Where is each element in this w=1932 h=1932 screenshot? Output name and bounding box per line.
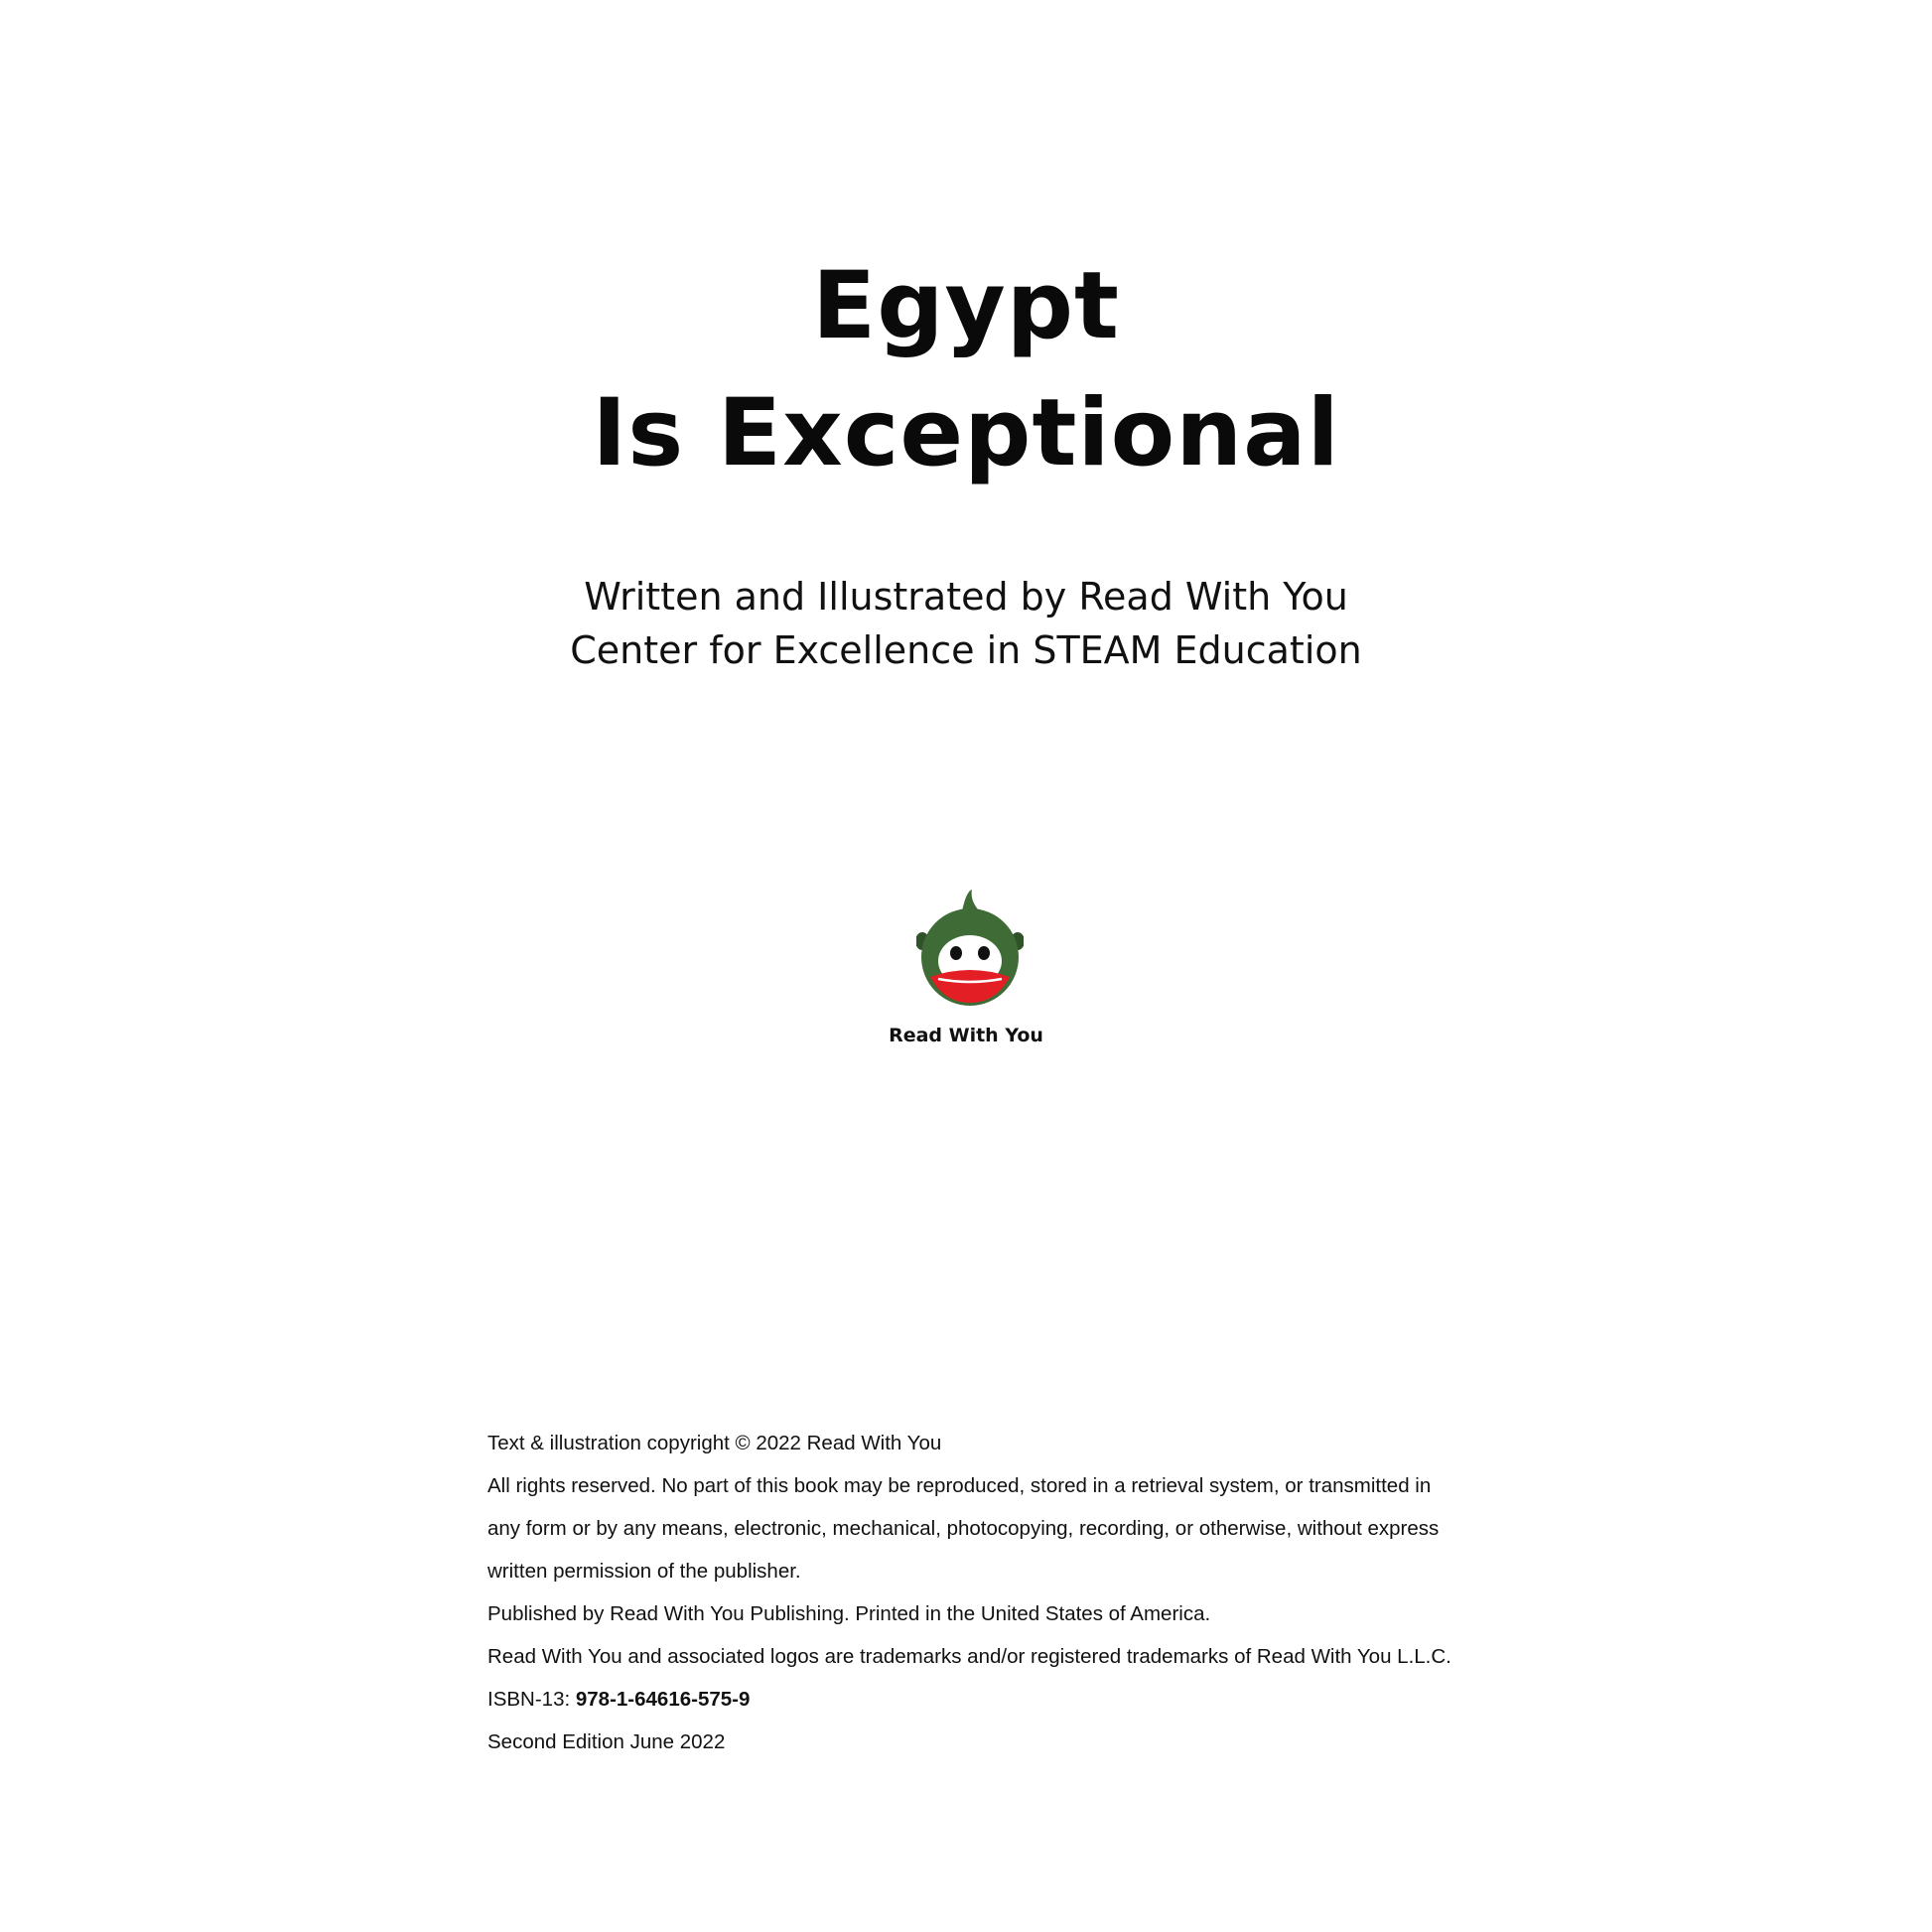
logo-wordmark: Read With You — [889, 1025, 1043, 1046]
copyright-block — [487, 1422, 1490, 1763]
rights-line-2: any form or by any means, electronic, mechanical, photocopying, recording, or otherwise, without express — [487, 1517, 1440, 1540]
byline-author: Written and Illustrated by Read With You — [584, 575, 1348, 619]
byline-organization: Center for Excellence in STEAM Education — [570, 628, 1362, 672]
title-line-2: Is Exceptional — [592, 379, 1340, 487]
isbn-line — [487, 1678, 1490, 1721]
edition-line: Second Edition June 2022 — [487, 1730, 726, 1753]
monkey-mascot-icon — [916, 890, 1024, 1007]
title-line-1: Egypt — [812, 252, 1120, 360]
copyright-notice: Text & illustration copyright © 2022 Read With You — [487, 1432, 942, 1454]
rights-line-1: All rights reserved. No part of this book may be reproduced, stored in a retrieval system, or transmitted in — [487, 1474, 1432, 1497]
isbn-value: 978-1-64616-575-9 — [575, 1688, 751, 1711]
publisher-line: Published by Read With You Publishing. Printed in the United States of America. — [487, 1602, 1211, 1625]
trademark-line: Read With You and associated logos are trademarks and/or registered trademarks of Read With You L.L.C. — [487, 1645, 1451, 1668]
isbn-label: ISBN-13: — [487, 1688, 576, 1711]
rights-line-3: written permission of the publisher. — [487, 1560, 801, 1583]
